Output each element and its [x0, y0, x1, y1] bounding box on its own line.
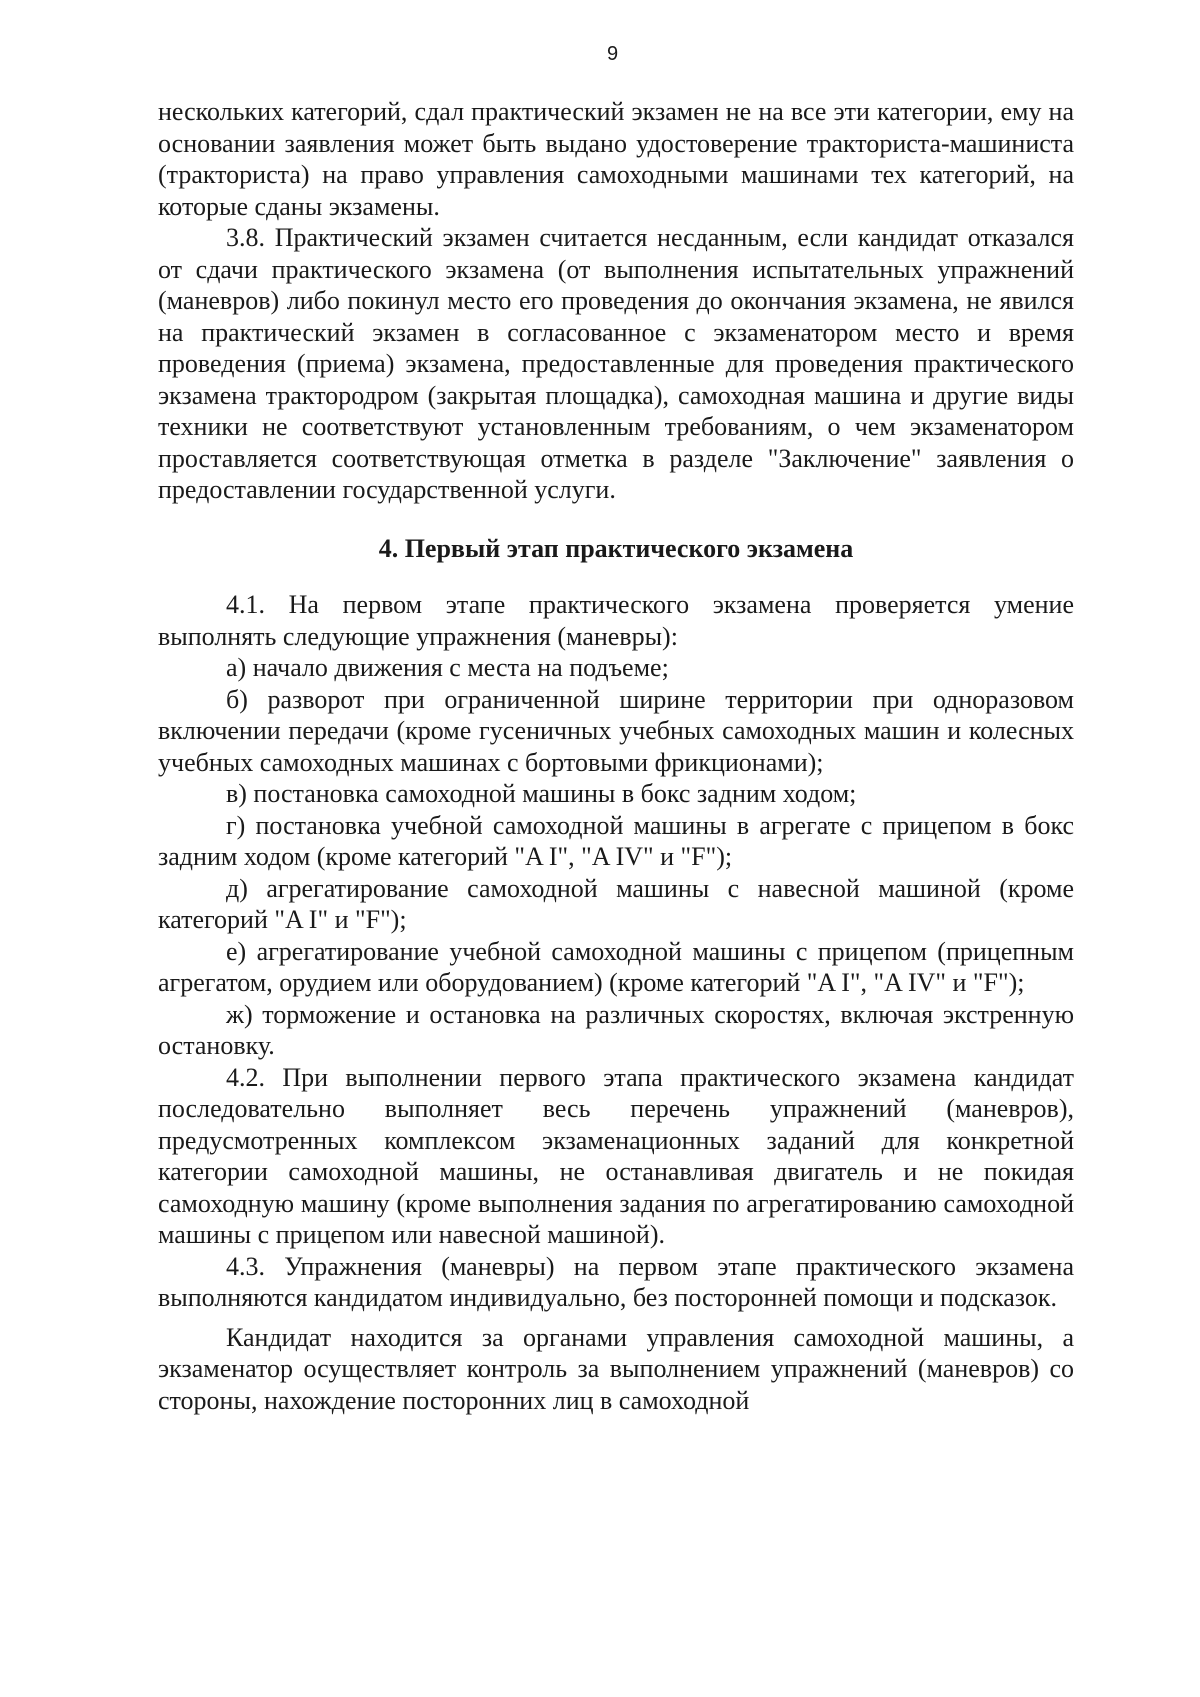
paragraph-4-2: 4.2. При выполнении первого этапа практического экзамена кандидат последовательно выполняет весь перечень упражнений (маневров), предусмотренных комплексом экзаменационных заданий для конкретной категории самоходной машины, не останавливая двигатель и не покидая самоходную машину (кроме выполнения задания по агрегатированию самоходной машины с прицепом или навесной машиной). [158, 1062, 1074, 1249]
section-heading: 4. Первый этап практического экзамена [378, 533, 854, 563]
paragraph-4-3: 4.3. Упражнения (маневры) на первом этапе практического экзамена выполняются кандидатом индивидуально, без посторонней помощи и подсказок. [158, 1251, 1074, 1312]
list-item-v: в) постановка самоходной машины в бокс задним ходом; [226, 779, 857, 808]
paragraph-3-8: 3.8. Практический экзамен считается несданным, если кандидат отказался от сдачи практического экзамена (от выполнения испытательных упражнений (маневров) либо покинул место его проведения до окончания экзамена, не явился на практический экзамен в согласованное с экзаменатором место и время проведения (приема) экзамена, предоставленные для проведения практического экзамена трактородром (закрытая площадка), самоходная машина и другие виды техники не соответствуют установленным требованиям, о чем экзаменатором проставляется соответствующая отметка в разделе "Заключение" заявления о предоставлении государственной услуги. [158, 223, 1074, 504]
paragraph-4-1: 4.1. На первом этапе практического экзамена проверяется умение выполнять следующие упражнения (маневры): [158, 590, 1074, 651]
paragraph-continuation: нескольких категорий, сдал практический экзамен не на все эти категории, ему на основании заявления может быть выдано удостоверение тракториста-машиниста (тракториста) на право управления самоходными машинами тех категорий, на которые сданы экзамены. [158, 97, 1074, 221]
list-item-g: г) постановка учебной самоходной машины в агрегате с прицепом в бокс задним ходом (кроме категорий "A I", "A IV" и "F"); [158, 810, 1074, 871]
paragraph-candidate: Кандидат находится за органами управления самоходной машины, а экзаменатор осуществляет контроль за выполнением упражнений (маневров) со стороны, нахождение посторонних лиц в самоходной [158, 1322, 1074, 1415]
page-number: 9 [606, 43, 619, 65]
list-item-b: б) разворот при ограниченной ширине территории при одноразовом включении передачи (кроме гусеничных учебных самоходных машин и колесных учебных самоходных машинах с бортовыми фрикционами); [158, 684, 1074, 777]
list-item-d: д) агрегатирование самоходной машины с навесной машиной (кроме категорий "A I" и "F"); [158, 873, 1074, 934]
list-item-a: а) начало движения с места на подъеме; [226, 653, 669, 682]
document-body [158, 96, 1074, 1416]
list-item-e: е) агрегатирование учебной самоходной машины с прицепом (прицепным агрегатом, орудием или оборудованием) (кроме категорий "A I", "A IV" и "F"); [158, 936, 1074, 997]
list-item-zh: ж) торможение и остановка на различных скоростях, включая экстренную остановку. [158, 999, 1074, 1060]
